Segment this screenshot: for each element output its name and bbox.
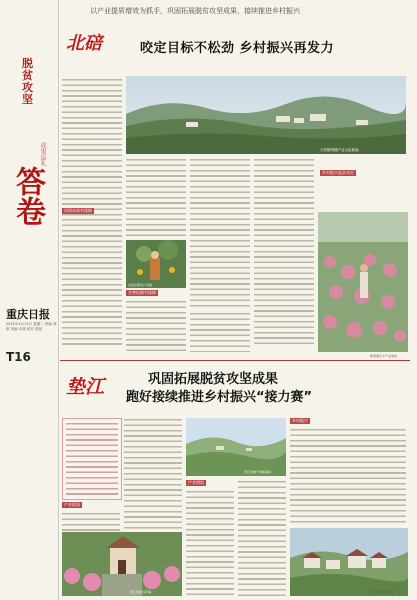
s2-label-1: 产业提质 (64, 502, 80, 507)
s2-col4-text (238, 480, 286, 596)
headline-2-line1: 巩固拓展脱贫攻坚成果 (148, 372, 279, 387)
masthead: 重庆日报 (6, 308, 50, 321)
s2-label-3: 乡村振兴 (292, 418, 308, 423)
s2-intro-text (66, 422, 118, 496)
headline-1-place: 北碚 (66, 33, 102, 54)
s2-col5-text (290, 428, 406, 524)
section-divider (60, 360, 410, 361)
s2-col3-text (186, 490, 234, 596)
s2-label-2: 产业增收 (188, 480, 204, 485)
s1-photo-2 (126, 240, 186, 288)
top-line: 以产业提质增效为抓手，巩固拓展脱贫攻坚成果，接续推进乡村振兴 (90, 7, 300, 15)
s1-label-2: 完善机制有保障 (128, 290, 156, 295)
side-column (2, 0, 58, 600)
s2-photo1-caption: 垫江县牡丹花海 (130, 590, 152, 594)
s1-label-1: 巩固成果有保障 (64, 208, 92, 213)
headline-2-line2: 跑好接续推进乡村振兴“接力赛” (126, 390, 313, 405)
s2-col1-text (62, 512, 120, 532)
side-big-word: 答卷 (10, 166, 45, 226)
s1-photo-3 (318, 212, 408, 352)
s1-col3-text (190, 158, 250, 308)
s1-main-photo (126, 76, 406, 154)
side-subtitle: 成果巡礼 (39, 142, 46, 166)
s2-photo2-caption: 垫江县柚子种植基地 (244, 470, 272, 474)
s1-col4-text (254, 158, 314, 346)
s1-photo1-caption: 天府镇柑橘产业示范基地 (320, 148, 359, 152)
side-title: 脱贫攻坚 (22, 57, 33, 106)
headline-1 (60, 35, 405, 57)
masthead-info: 2021年4月13日 星期二 责编 刘珉 美编 乔燕 校对 曾旭 (6, 322, 57, 331)
page-number: T16 (6, 350, 31, 364)
s1-photo3-caption: 静观镇花木产业基地 (370, 354, 398, 358)
s1-col1-text-b (62, 218, 122, 348)
s2-photo3-caption: 垫江县乡村新风貌 (370, 590, 395, 594)
s2-photo-1 (62, 532, 182, 596)
headline-1-text: 咬定目标不松劲 乡村振兴再发力 (140, 41, 335, 56)
s1-col2-text-b (126, 300, 186, 352)
s2-photo-2 (186, 418, 286, 476)
headline-2 (60, 368, 405, 410)
side-rule (58, 0, 59, 600)
headline-2-place: 垫江 (66, 376, 105, 398)
s1-photo2-caption: 北碚区脱贫户采摘 (128, 283, 153, 287)
s2-intro-box (62, 418, 122, 500)
s1-label-3: 乡村振兴起步良好 (322, 170, 354, 175)
s1-col2-text (126, 158, 186, 238)
s1-col3-text-b (190, 312, 250, 352)
s2-photo-3 (290, 528, 408, 596)
s2-col2-text (124, 418, 182, 530)
s1-col1-text (62, 78, 122, 218)
